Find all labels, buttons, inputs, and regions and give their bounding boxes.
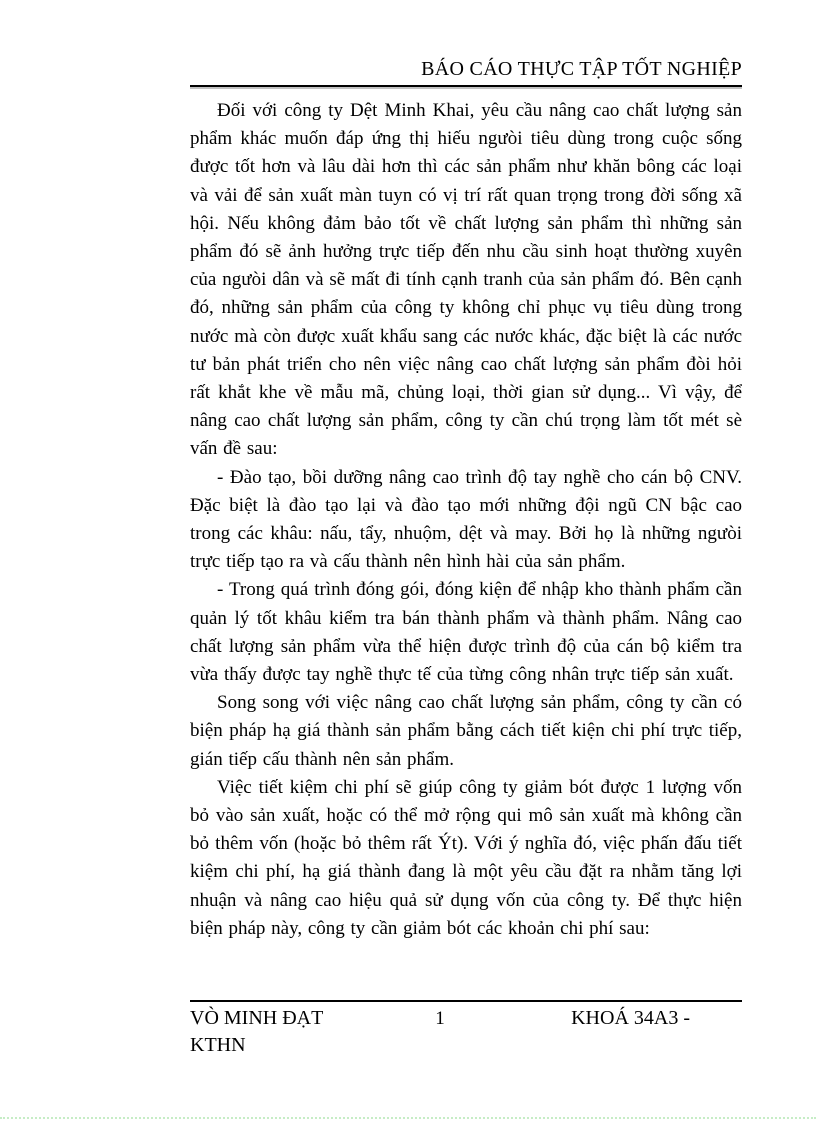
body-paragraph: Việc tiết kiệm chi phí sẽ giúp công ty giảm bót được 1 lượng vốn bỏ vào sản xuất, hoặc có thể mở rộng qui mô sản xuất mà không cần bỏ thêm vốn (hoặc bỏ thêm rất Ýt). Với ý nghĩa đó, việc phấn đấu tiết kiệm chi phí, hạ giá thành đang là một yêu cầu đặt ra nhằm tăng lợi nhuận và nâng cao hiệu quả sử dụng vốn của công ty. Để thực hiện biện pháp này, công ty cần giảm bót các khoản chi phí sau:: [190, 776, 742, 939]
page-number: 1: [435, 1008, 445, 1029]
footer-author-unit: KTHN: [190, 1034, 246, 1056]
page-boundary-marker: [0, 1117, 816, 1119]
footer-author-name: VÒ MINH ĐẠT: [190, 1007, 324, 1029]
body-paragraph: Song song với việc nâng cao chất lượng sản phẩm, công ty cần có biện pháp hạ giá thành sản phẩm bằng cách tiết kiện chi phí trực tiếp, gián tiếp cấu thành nên sản phẩm.: [190, 692, 742, 770]
footer-author-block: [190, 1005, 435, 1059]
body-paragraph: Đối với công ty Dệt Minh Khai, yêu cầu nâng cao chất lượng sản phẩm khác muốn đáp ứng thị hiếu ngưòi tiêu dùng trong cuộc sống được tốt hơn và lâu dài hơn thì các sản phẩm như khăn bông các loại và vải để sản xuất màn tuyn có vị trí rất quan trọng trong đời sống xã hội. Nếu không đảm bảo tốt về chất lượng sản phẩm thì những sản phẩm đó sẽ ảnh hưởng trực tiếp đến nhu cầu sinh hoạt thường xuyên của ngưòi dân và sẽ mất đi tính cạnh tranh của sản phẩm đó. Bên cạnh đó, những sản phẩm của công ty không chỉ phục vụ tiêu dùng trong nước mà còn được xuất khẩu sang các nước khác, đặc biệt là các nước tư bản phát triển cho nên việc nâng cao chất lượng sản phẩm đòi hỏi rất khắt khe về mẫu mã, chủng loại, thời gian sử dụng... Vì vậy, để nâng cao chất lượng sản phẩm, công ty cần chú trọng làm tốt mét sè vấn đề sau:: [190, 100, 742, 460]
body-paragraph: - Đào tạo, bồi dưỡng nâng cao trình độ tay nghề cho cán bộ CNV. Đặc biệt là đào tạo lại và đào tạo mới những đội ngũ CN bậc cao trong các khâu: nấu, tẩy, nhuộm, dệt và may. Bởi họ là những ngưòi trực tiếp tạo ra và cấu thành nên hình hài của sản phẩm.: [190, 466, 742, 573]
footer-class-label: KHOÁ 34A3 -: [571, 1007, 690, 1029]
page-header-title: BÁO CÁO THỰC TẬP TỐT NGHIỆP: [190, 56, 742, 87]
body-paragraph: - Trong quá trình đóng gói, đóng kiện để nhập kho thành phẩm cần quản lý tốt khâu kiểm tra bán thành phẩm và thành phẩm. Nâng cao chất lượng sản phẩm vừa thể hiện được trình độ của cán bộ kiểm tra vừa thấy được tay nghề thực tế của từng công nhân trực tiếp sản xuất.: [190, 579, 742, 686]
document-body: [190, 97, 742, 943]
page-footer: [190, 1000, 742, 1059]
